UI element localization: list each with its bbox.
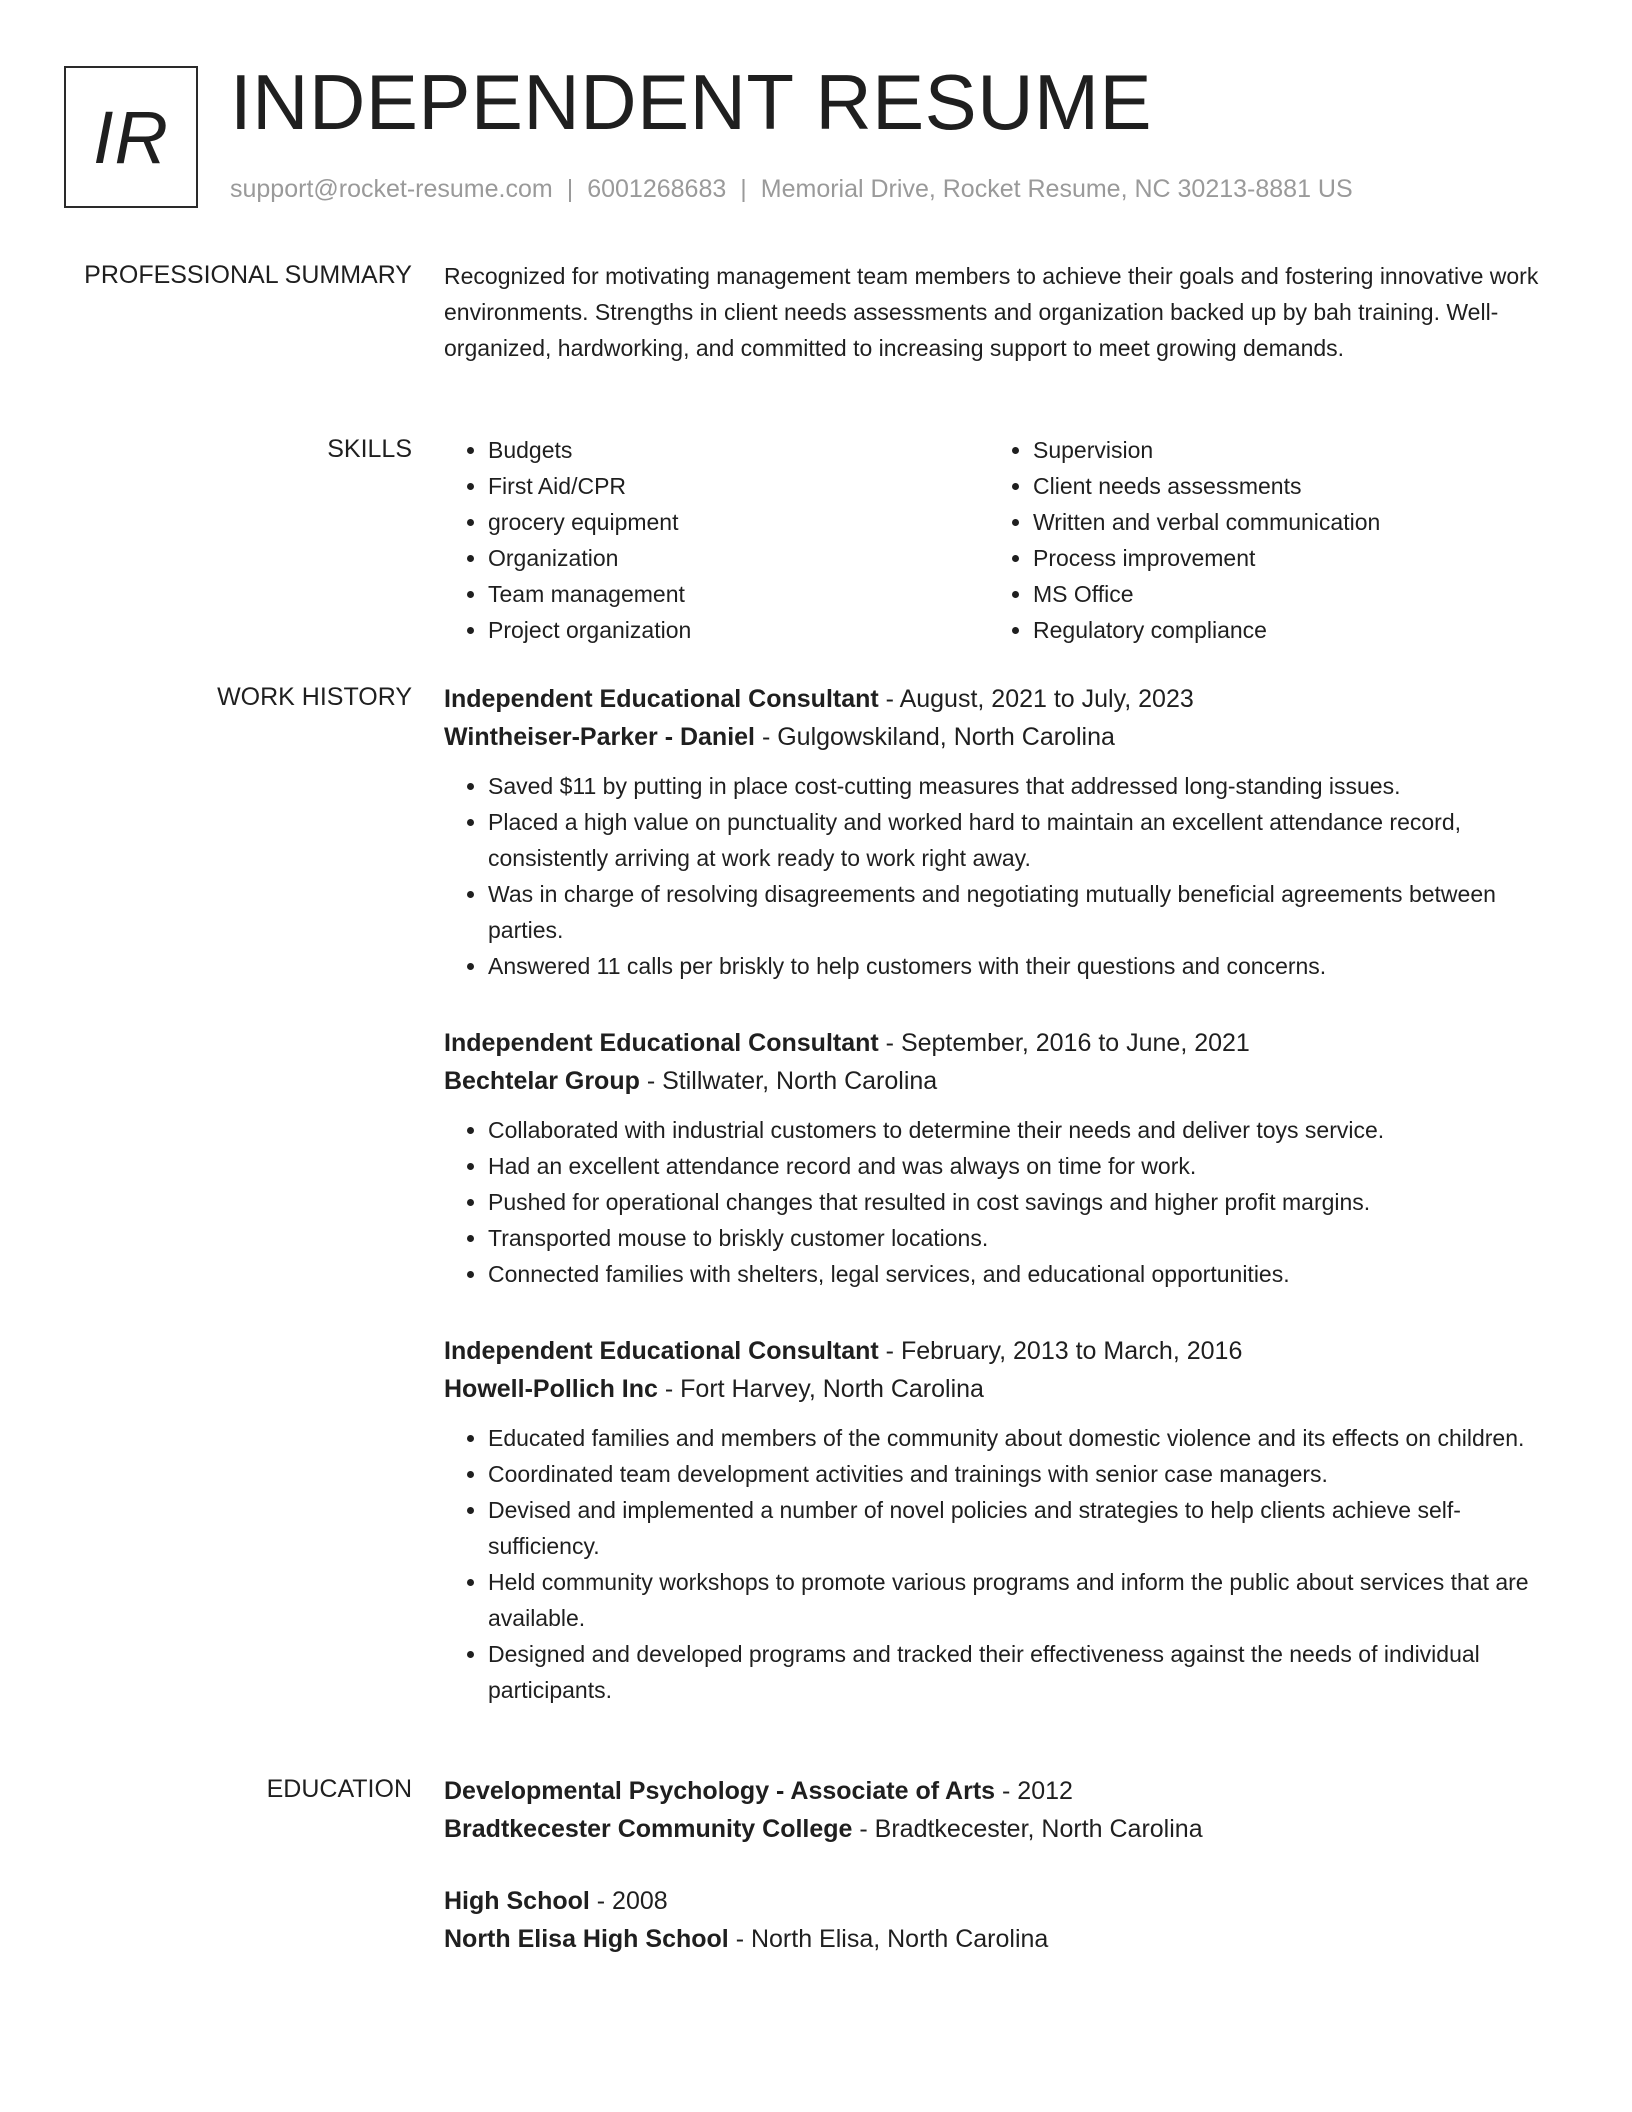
job-company-line [444, 718, 1554, 756]
job-bullet: • Placed a high value on punctuality and worked hard to maintain an excellent attendance record, consistently arriving at work ready to work right away. [488, 804, 1554, 876]
work-history-body [444, 680, 1554, 1748]
skill-item: • Client needs assessments [1033, 468, 1534, 504]
education-label: EDUCATION [266, 1775, 412, 1803]
education-school: Bradtkecester Community College [444, 1815, 853, 1843]
job-bullet: • Transported mouse to briskly customer locations. [488, 1220, 1554, 1256]
job-company: Howell-Pollich Inc [444, 1375, 658, 1403]
job-location: - Gulgowskiland, North Carolina [755, 723, 1115, 751]
job-company: Bechtelar Group [444, 1067, 640, 1095]
skill-item: • Budgets [488, 432, 989, 468]
education-degree: Developmental Psychology - Associate of Arts [444, 1777, 996, 1805]
education-year: - 2012 [995, 1777, 1073, 1805]
education-body [444, 1772, 1554, 1992]
job-bullet: • Pushed for operational changes that resulted in cost savings and higher profit margins. [488, 1184, 1554, 1220]
skills-label: SKILLS [327, 435, 412, 463]
education-year: - 2008 [589, 1887, 668, 1915]
work-history-label: WORK HISTORY [217, 683, 412, 711]
education-entry [444, 1772, 1554, 1848]
job-company-line [444, 1062, 1554, 1100]
job-title-line [444, 680, 1554, 718]
education-degree: High School [444, 1887, 590, 1915]
job-bullets [444, 1420, 1554, 1708]
job-title: Independent Educational Consultant [444, 1029, 879, 1057]
job-title-line [444, 1024, 1554, 1062]
job-bullet: • Was in charge of resolving disagreements and negotiating mutually beneficial agreements between parties. [488, 876, 1554, 948]
education-degree-line [444, 1882, 1554, 1920]
job-bullet: • Coordinated team development activities and trainings with senior case managers. [488, 1456, 1554, 1492]
job-title: Independent Educational Consultant [444, 685, 879, 713]
summary-label: PROFESSIONAL SUMMARY [84, 261, 412, 289]
job-bullet: • Answered 11 calls per briskly to help customers with their questions and concerns. [488, 948, 1554, 984]
contact-line [230, 172, 1353, 206]
job-bullets [444, 1112, 1554, 1292]
job-entry [444, 1024, 1554, 1292]
education-school-line [444, 1810, 1554, 1848]
job-bullet: • Connected families with shelters, legal services, and educational opportunities. [488, 1256, 1554, 1292]
education-entry [444, 1882, 1554, 1958]
education-school: North Elisa High School [444, 1925, 729, 1953]
job-bullet: • Designed and developed programs and tracked their effectiveness against the needs of individual participants. [488, 1636, 1554, 1708]
skill-item: • MS Office [1033, 576, 1534, 612]
education-location: - Bradtkecester, North Carolina [852, 1815, 1203, 1843]
skill-item: • First Aid/CPR [488, 468, 989, 504]
contact-separator: | [566, 175, 574, 203]
job-bullet: • Held community workshops to promote various programs and inform the public about services that are available. [488, 1564, 1554, 1636]
job-bullets [444, 768, 1554, 984]
contact-phone: 6001268683 [587, 175, 727, 203]
job-location: - Fort Harvey, North Carolina [657, 1375, 984, 1403]
job-company: Wintheiser-Parker - Daniel [444, 723, 755, 751]
job-bullet: • Devised and implemented a number of novel policies and strategies to help clients achieve self-sufficiency. [488, 1492, 1554, 1564]
summary-text: Recognized for motivating management team members to achieve their goals and fostering innovative work environments. Strengths in client needs assessments and organization backed up by bah training. Well-organized, hardworking, and committed to increasing support to meet growing demands. [444, 263, 1539, 361]
education-school-line [444, 1920, 1554, 1958]
job-dates: - August, 2021 to July, 2023 [878, 685, 1194, 713]
skill-item: • Process improvement [1033, 540, 1534, 576]
monogram-logo: IR [64, 66, 198, 208]
skill-item: • Team management [488, 576, 989, 612]
contact-separator: | [740, 175, 747, 203]
skill-item: • Supervision [1033, 432, 1534, 468]
job-dates: - February, 2013 to March, 2016 [878, 1337, 1243, 1365]
job-entry [444, 1332, 1554, 1708]
job-title-line [444, 1332, 1554, 1370]
education-location: - North Elisa, North Carolina [728, 1925, 1049, 1953]
job-entry [444, 680, 1554, 984]
job-location: - Stillwater, North Carolina [639, 1067, 938, 1095]
skill-item: • Written and verbal communication [1033, 504, 1534, 540]
job-bullet: • Had an excellent attendance record and was always on time for work. [488, 1148, 1554, 1184]
skills-list-right [989, 432, 1534, 648]
skill-item: • grocery equipment [488, 504, 989, 540]
summary-body [444, 258, 1554, 366]
job-company-line [444, 1370, 1554, 1408]
education-degree-line [444, 1772, 1554, 1810]
skill-item: • Regulatory compliance [1033, 612, 1534, 648]
contact-email: support@rocket-resume.com [230, 175, 553, 203]
skills-list-left [444, 432, 989, 648]
job-dates: - September, 2016 to June, 2021 [878, 1029, 1250, 1057]
job-bullet: • Saved $11 by putting in place cost-cutting measures that addressed long-standing issues. [488, 768, 1554, 804]
skills-body [444, 432, 1554, 648]
skill-item: • Project organization [488, 612, 989, 648]
job-bullet: • Collaborated with industrial customers to determine their needs and deliver toys service. [488, 1112, 1554, 1148]
skill-item: • Organization [488, 540, 989, 576]
resume-name: INDEPENDENT RESUME [230, 58, 1153, 146]
contact-address: Memorial Drive, Rocket Resume, NC 30213-8881 US [760, 175, 1353, 203]
job-title: Independent Educational Consultant [444, 1337, 879, 1365]
job-bullet: • Educated families and members of the community about domestic violence and its effects on children. [488, 1420, 1554, 1456]
